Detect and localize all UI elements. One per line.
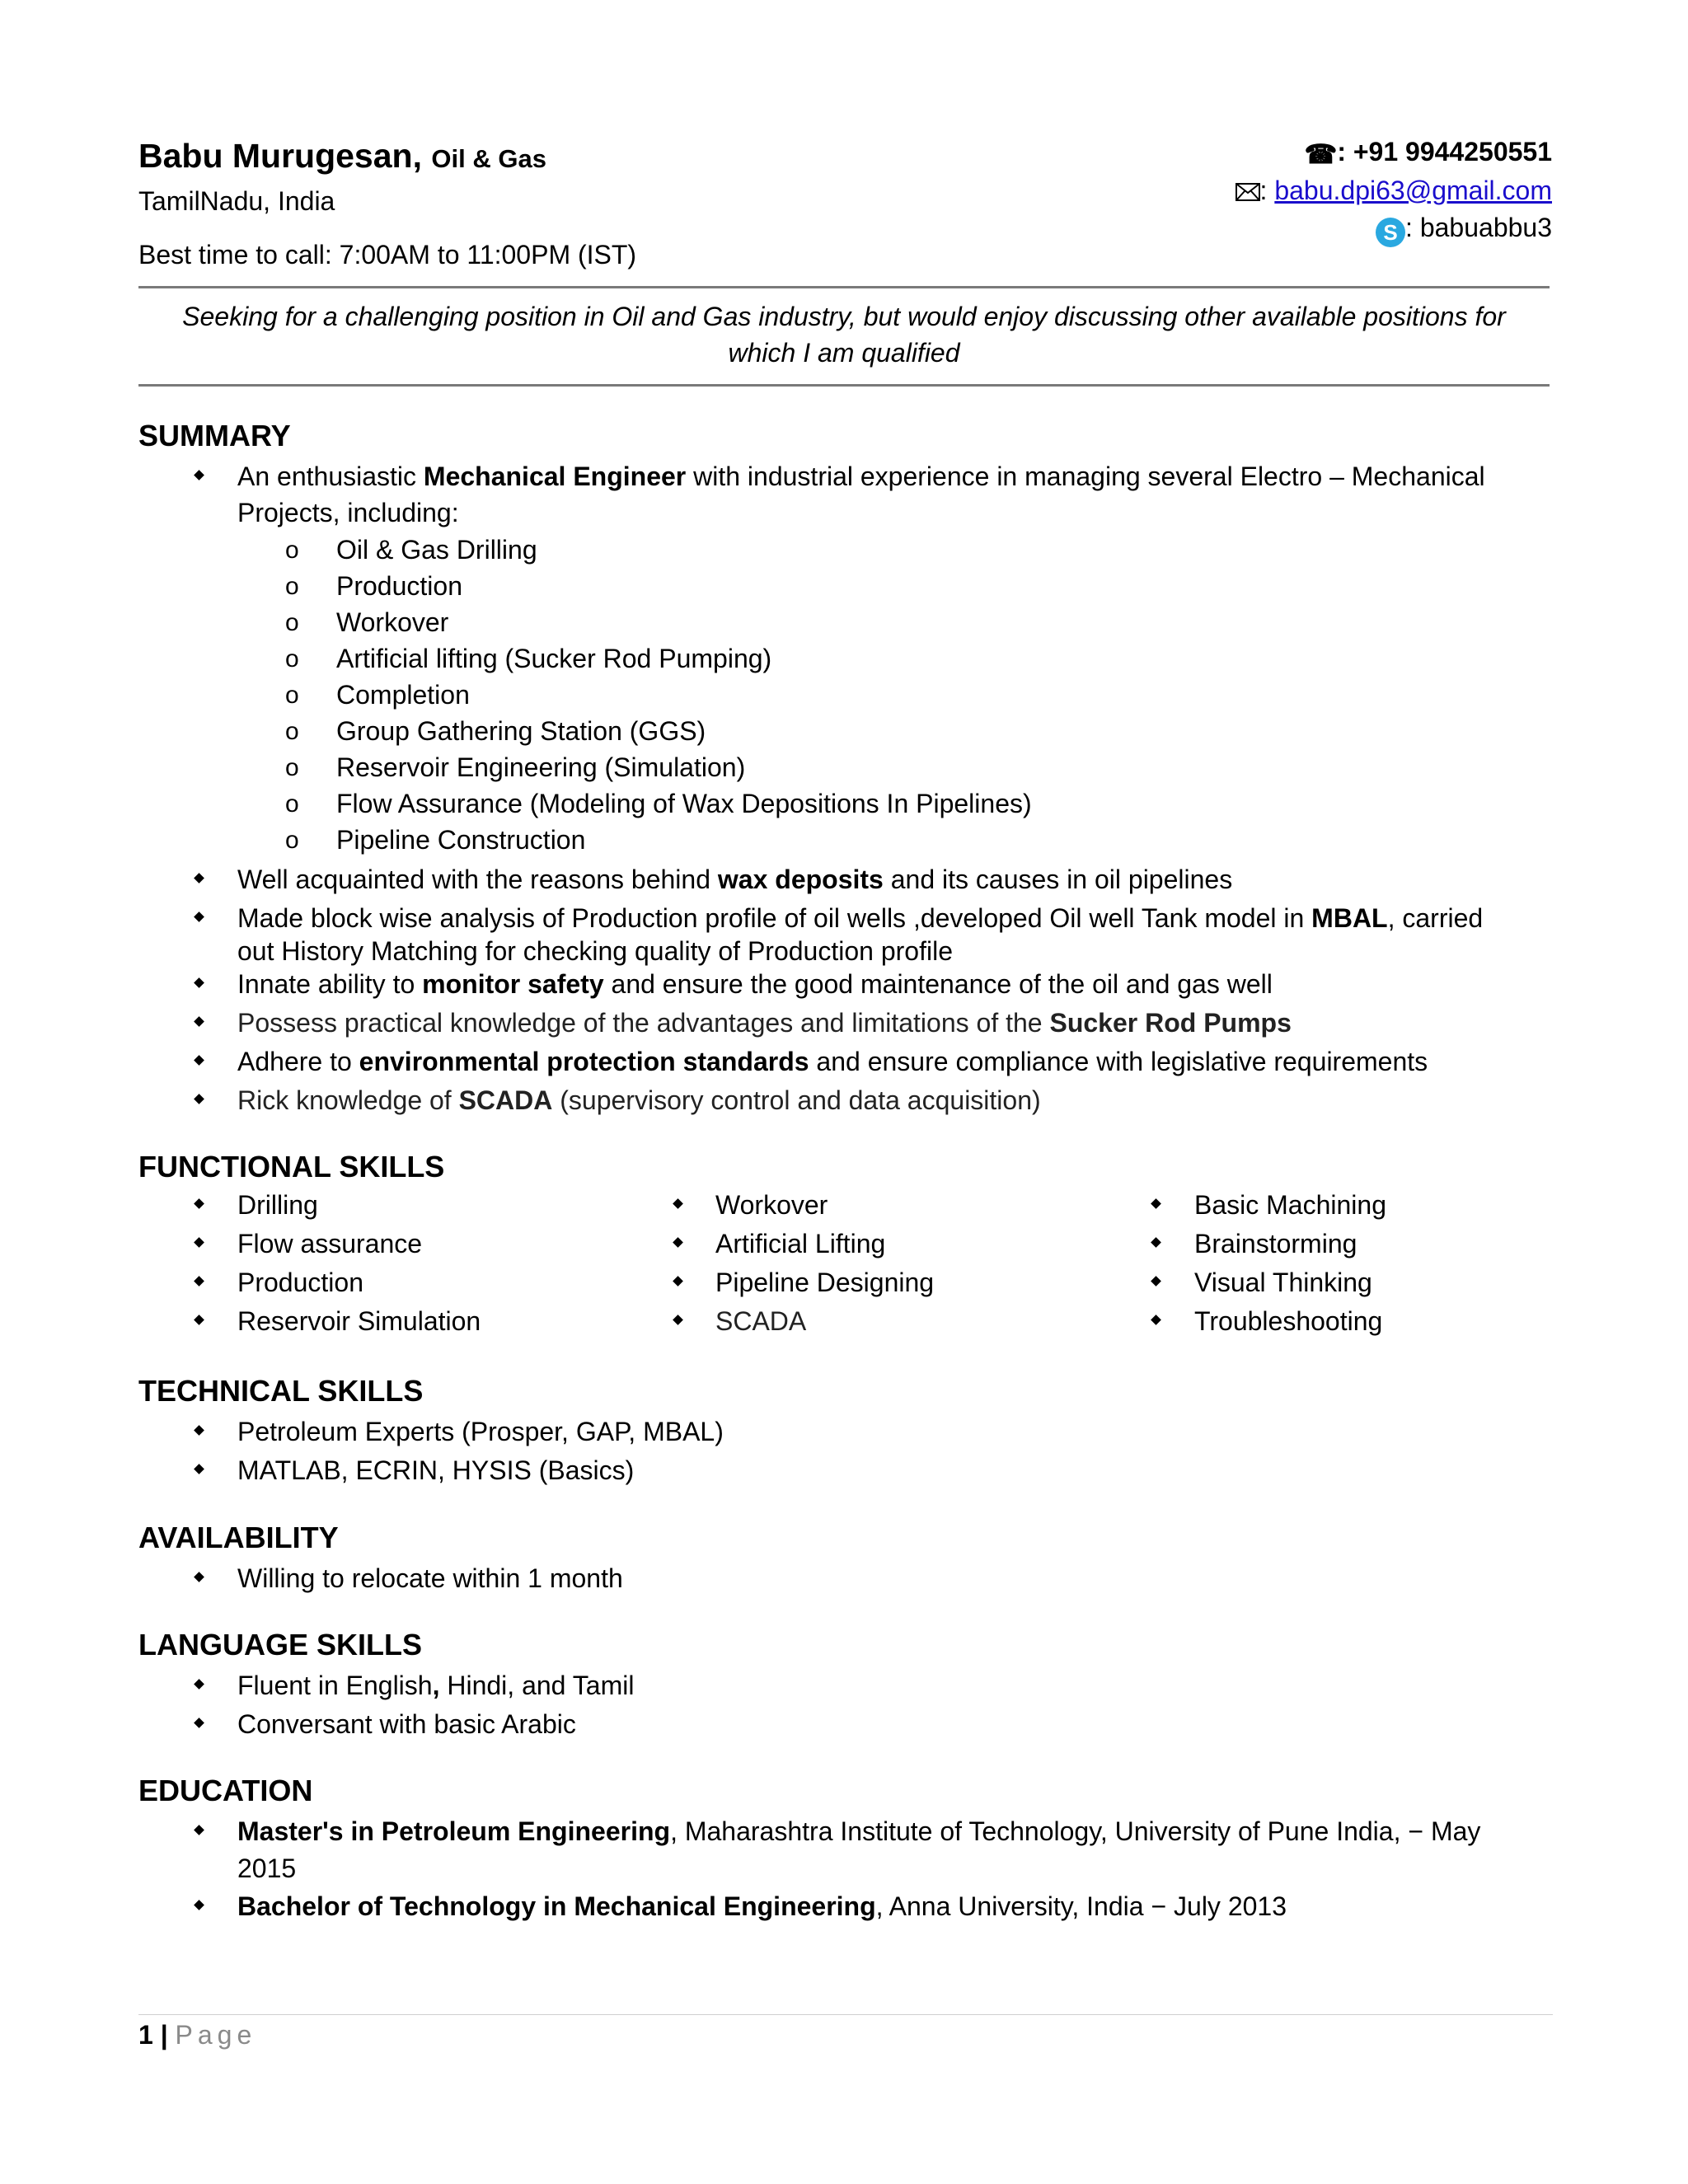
header-divider xyxy=(138,286,1550,288)
skype-contact: S : babuabbu3 xyxy=(1376,213,1552,247)
phone-contact: ☎: +91 9944250551 xyxy=(1304,137,1552,169)
best-time-to-call: Best time to call: 7:00AM to 11:00PM (IST) xyxy=(138,240,637,269)
skype-icon: S xyxy=(1376,218,1405,247)
section-heading-education: EDUCATION xyxy=(138,1774,313,1807)
functional-skill-item: Workover xyxy=(715,1190,828,1220)
objective-line-2: which I am qualified xyxy=(728,338,960,368)
circle-bullet-icon: o xyxy=(285,754,299,781)
phone-number: +91 9944250551 xyxy=(1353,137,1552,166)
education-item: Master's in Petroleum Engineering, Maharashtra Institute of Technology, University of Pune India, − May xyxy=(237,1816,1481,1846)
objective-divider xyxy=(138,384,1550,387)
page-label: Page xyxy=(175,2020,257,2050)
project-item: Reservoir Engineering (Simulation) xyxy=(336,752,746,782)
summary-item: Innate ability to monitor safety and ensure the good maintenance of the oil and gas well xyxy=(237,969,1273,999)
bullet-icon xyxy=(1151,1315,1161,1325)
project-item: Workover xyxy=(336,607,449,637)
circle-bullet-icon: o xyxy=(285,609,299,636)
availability-item: Willing to relocate within 1 month xyxy=(237,1563,623,1593)
functional-skill-item: Troubleshooting xyxy=(1194,1306,1383,1336)
functional-skill-item: Flow assurance xyxy=(237,1229,423,1258)
circle-bullet-icon: o xyxy=(285,537,299,564)
phone-icon: ☎ xyxy=(1304,138,1338,169)
section-heading-functional-skills: FUNCTIONAL SKILLS xyxy=(138,1150,445,1183)
bullet-icon xyxy=(194,1425,204,1436)
bullet-icon xyxy=(194,1900,204,1910)
summary-intro-line2: Projects, including: xyxy=(237,498,459,527)
bullet-icon xyxy=(673,1198,683,1209)
project-item: Production xyxy=(336,571,462,601)
functional-skill-item: Production xyxy=(237,1268,363,1297)
bullet-icon xyxy=(194,1315,204,1325)
functional-skill-item: Reservoir Simulation xyxy=(237,1306,481,1336)
page-footer xyxy=(138,2020,256,2050)
technical-skill-item: MATLAB, ECRIN, HYSIS (Basics) xyxy=(237,1455,635,1485)
section-heading-language-skills: LANGUAGE SKILLS xyxy=(138,1628,423,1661)
bullet-icon xyxy=(194,1237,204,1248)
language-item: Fluent in English, Hindi, and Tamil xyxy=(237,1671,635,1700)
section-heading-availability: AVAILABILITY xyxy=(138,1521,339,1554)
education-item: Bachelor of Technology in Mechanical Engineering, Anna University, India − July 2013 xyxy=(237,1891,1287,1921)
candidate-name xyxy=(138,137,546,176)
bullet-icon xyxy=(194,1825,204,1835)
page-separator: | xyxy=(160,2020,168,2050)
section-heading-technical-skills: TECHNICAL SKILLS xyxy=(138,1374,424,1408)
summary-item: Adhere to environmental protection standards and ensure compliance with legislative requirements xyxy=(237,1047,1428,1076)
project-item: Group Gathering Station (GGS) xyxy=(336,716,706,746)
industry-tag: Oil & Gas xyxy=(431,144,546,173)
functional-skill-item: Visual Thinking xyxy=(1194,1268,1372,1297)
circle-bullet-icon: o xyxy=(285,682,299,709)
footer-divider xyxy=(138,2014,1553,2015)
summary-item: Rick knowledge of SCADA (supervisory control and data acquisition) xyxy=(237,1085,1041,1115)
bullet-icon xyxy=(194,977,204,988)
objective-statement xyxy=(138,298,1550,371)
project-item: Oil & Gas Drilling xyxy=(336,535,537,565)
circle-bullet-icon: o xyxy=(285,827,299,854)
bullet-icon xyxy=(194,1276,204,1286)
circle-bullet-icon: o xyxy=(285,645,299,673)
bullet-icon xyxy=(194,873,204,883)
functional-skill-item: Pipeline Designing xyxy=(715,1268,935,1297)
bullet-icon xyxy=(194,1198,204,1209)
bullet-icon xyxy=(673,1237,683,1248)
bullet-icon xyxy=(194,912,204,922)
bullet-icon xyxy=(673,1315,683,1325)
name-text: Babu Murugesan, xyxy=(138,137,422,175)
project-item: Flow Assurance (Modeling of Wax Depositions In Pipelines) xyxy=(336,789,1032,818)
circle-bullet-icon: o xyxy=(285,573,299,600)
bullet-icon xyxy=(194,1016,204,1027)
bullet-icon xyxy=(194,1572,204,1582)
project-item: Artificial lifting (Sucker Rod Pumping) xyxy=(336,644,772,673)
bullet-icon xyxy=(194,1718,204,1728)
bullet-icon xyxy=(194,1094,204,1104)
email-link[interactable]: babu.dpi63@gmail.com xyxy=(1274,176,1552,205)
summary-item: Possess practical knowledge of the advantages and limitations of the Sucker Rod Pumps xyxy=(237,1008,1292,1038)
functional-skill-item: SCADA xyxy=(715,1306,807,1336)
project-item: Pipeline Construction xyxy=(336,825,586,855)
bullet-icon xyxy=(194,1464,204,1474)
bullet-icon xyxy=(194,1679,204,1690)
envelope-icon xyxy=(1236,177,1260,208)
bullet-icon xyxy=(194,1055,204,1066)
summary-intro: An enthusiastic Mechanical Engineer with industrial experience in managing several Electro – Mechanical xyxy=(237,462,1485,491)
functional-skill-item: Artificial Lifting xyxy=(715,1229,886,1258)
page-number: 1 xyxy=(138,2020,153,2050)
location: TamilNadu, India xyxy=(138,186,335,216)
section-heading-summary: SUMMARY xyxy=(138,419,291,452)
summary-item: Made block wise analysis of Production profile of oil wells ,developed Oil well Tank model in MBAL, carried xyxy=(237,903,1484,933)
education-item-line2: 2015 xyxy=(237,1854,297,1883)
bullet-icon xyxy=(1151,1198,1161,1209)
email-contact: : babu.dpi63@gmail.com xyxy=(1236,176,1552,208)
language-item: Conversant with basic Arabic xyxy=(237,1709,576,1739)
summary-item-line2: out History Matching for checking quality of Production profile xyxy=(237,936,953,966)
functional-skill-item: Drilling xyxy=(237,1190,318,1220)
functional-skill-item: Brainstorming xyxy=(1194,1229,1357,1258)
summary-item: Well acquainted with the reasons behind wax deposits and its causes in oil pipelines xyxy=(237,865,1233,894)
circle-bullet-icon: o xyxy=(285,790,299,818)
objective-line-1: Seeking for a challenging position in Oil and Gas industry, but would enjoy discussing other available positions for xyxy=(182,302,1506,331)
project-item: Completion xyxy=(336,680,470,710)
bullet-icon xyxy=(673,1276,683,1286)
skype-id: babuabbu3 xyxy=(1419,213,1552,242)
circle-bullet-icon: o xyxy=(285,718,299,745)
bullet-icon xyxy=(1151,1276,1161,1286)
functional-skill-item: Basic Machining xyxy=(1194,1190,1386,1220)
technical-skill-item: Petroleum Experts (Prosper, GAP, MBAL) xyxy=(237,1417,724,1446)
bullet-icon xyxy=(194,470,204,480)
bullet-icon xyxy=(1151,1237,1161,1248)
